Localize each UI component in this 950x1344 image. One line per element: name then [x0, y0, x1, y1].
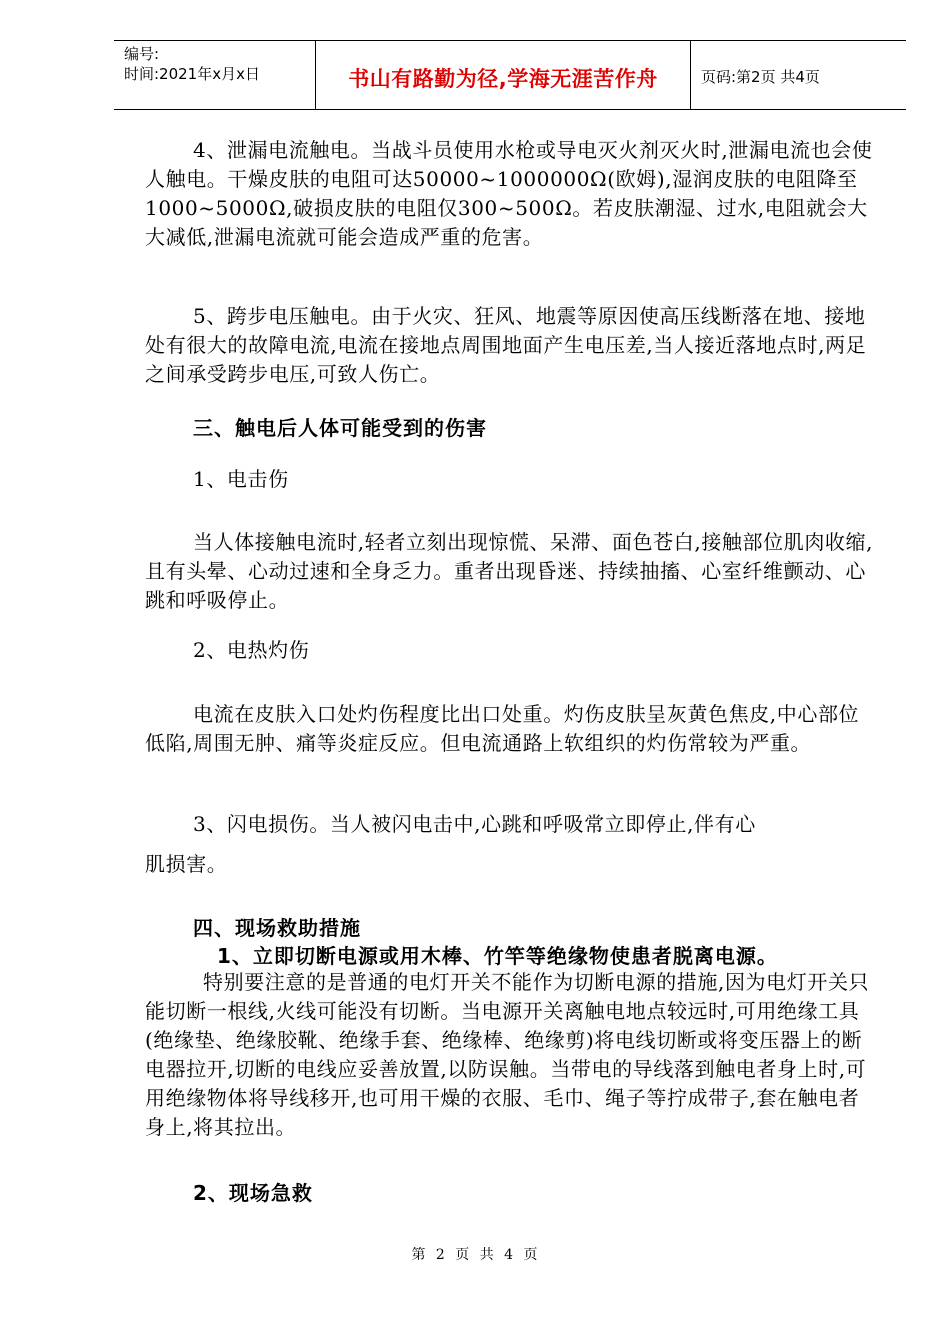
- paragraph-step-voltage: [145, 302, 875, 389]
- paragraph-step1: [145, 968, 875, 1142]
- paragraph-leakage-current: [145, 136, 875, 252]
- paragraph-text: 5、跨步电压触电。由于火灾、狂风、地震等原因使高压线断落在地、接地处有很大的故障电流,电流在接地点周围地面产生电压差,当人接近落地点时,两足之间承受跨步电压,可致人伤亡。: [145, 304, 867, 386]
- document-header: [114, 40, 906, 110]
- footer-di: 第: [411, 1247, 427, 1263]
- footer-gong: 共: [479, 1247, 495, 1263]
- footer-total-pages: 4: [504, 1247, 515, 1263]
- paragraph-lightning-line2: 肌损害。: [145, 852, 228, 876]
- footer-ye: 页: [455, 1247, 471, 1263]
- footer-ye2: 页: [523, 1247, 539, 1263]
- subheading-electric-burn: 2、电热灼伤: [193, 638, 310, 662]
- paragraph-electric-shock: [145, 528, 875, 615]
- header-motto-cell: [316, 41, 691, 109]
- header-motto: 书山有路勤为径,学海无涯苦作舟: [348, 67, 658, 91]
- page-footer: [0, 1244, 950, 1264]
- section-title-injuries: 三、触电后人体可能受到的伤害: [193, 416, 487, 440]
- doc-time-label: 时间:2021年x月x日: [124, 65, 260, 83]
- paragraph-electric-burn: [145, 700, 875, 758]
- subheading-electric-shock: 1、电击伤: [193, 467, 289, 491]
- paragraph-text: 电流在皮肤入口处灼伤程度比出口处重。灼伤皮肤呈灰黄色焦皮,中心部位低陷,周围无肿、痛等炎症反应。但电流通路上软组织的灼伤常较为严重。: [145, 702, 860, 755]
- header-page-label: 页码:第2页 共4页: [701, 68, 820, 86]
- footer-page-number: 2: [435, 1247, 446, 1263]
- paragraph-text: 特别要注意的是普通的电灯开关不能作为切断电源的措施,因为电灯开关只能切断一根线,火线可能没有切断。当电源开关离触电地点较远时,可用绝缘工具(绝缘垫、绝缘胶靴、绝缘手套、绝缘棒、绝缘剪)将电线切断或将变压器上的断电器拉开,切断的电线应妥善放置,以防误触。当带电的导线落到触电者身上时,可用绝缘物体将导线移开,也可用干燥的衣服、毛巾、绳子等拧成带子,套在触电者身上,将其拉出。: [145, 970, 870, 1139]
- step2-title: 2、现场急救: [193, 1181, 313, 1205]
- step1-title: 1、立即切断电源或用木棒、竹竿等绝缘物使患者脱离电源。: [217, 944, 778, 968]
- header-page-cell: [691, 41, 906, 109]
- header-meta-cell: [114, 41, 316, 109]
- section-title-rescue: 四、现场救助措施: [193, 916, 361, 940]
- paragraph-lightning-line1: 3、闪电损伤。当人被闪电击中,心跳和呼吸常立即停止,伴有心: [193, 812, 756, 836]
- paragraph-text: 当人体接触电流时,轻者立刻出现惊慌、呆滞、面色苍白,接触部位肌肉收缩,且有头晕、心动过速和全身乏力。重者出现昏迷、持续抽搐、心室纤维颤动、心跳和呼吸停止。: [145, 530, 874, 612]
- doc-number-label: 编号:: [124, 45, 160, 63]
- paragraph-text: 4、泄漏电流触电。当战斗员使用水枪或导电灭火剂灭火时,泄漏电流也会使人触电。干燥皮肤的电阻可达50000~1000000Ω(欧姆),湿润皮肤的电阻降至1000~5000Ω,破损皮肤的电阻仅300~500Ω。若皮肤潮湿、过水,电阻就会大大减低,泄漏电流就可能会造成严重的危害。: [145, 138, 873, 249]
